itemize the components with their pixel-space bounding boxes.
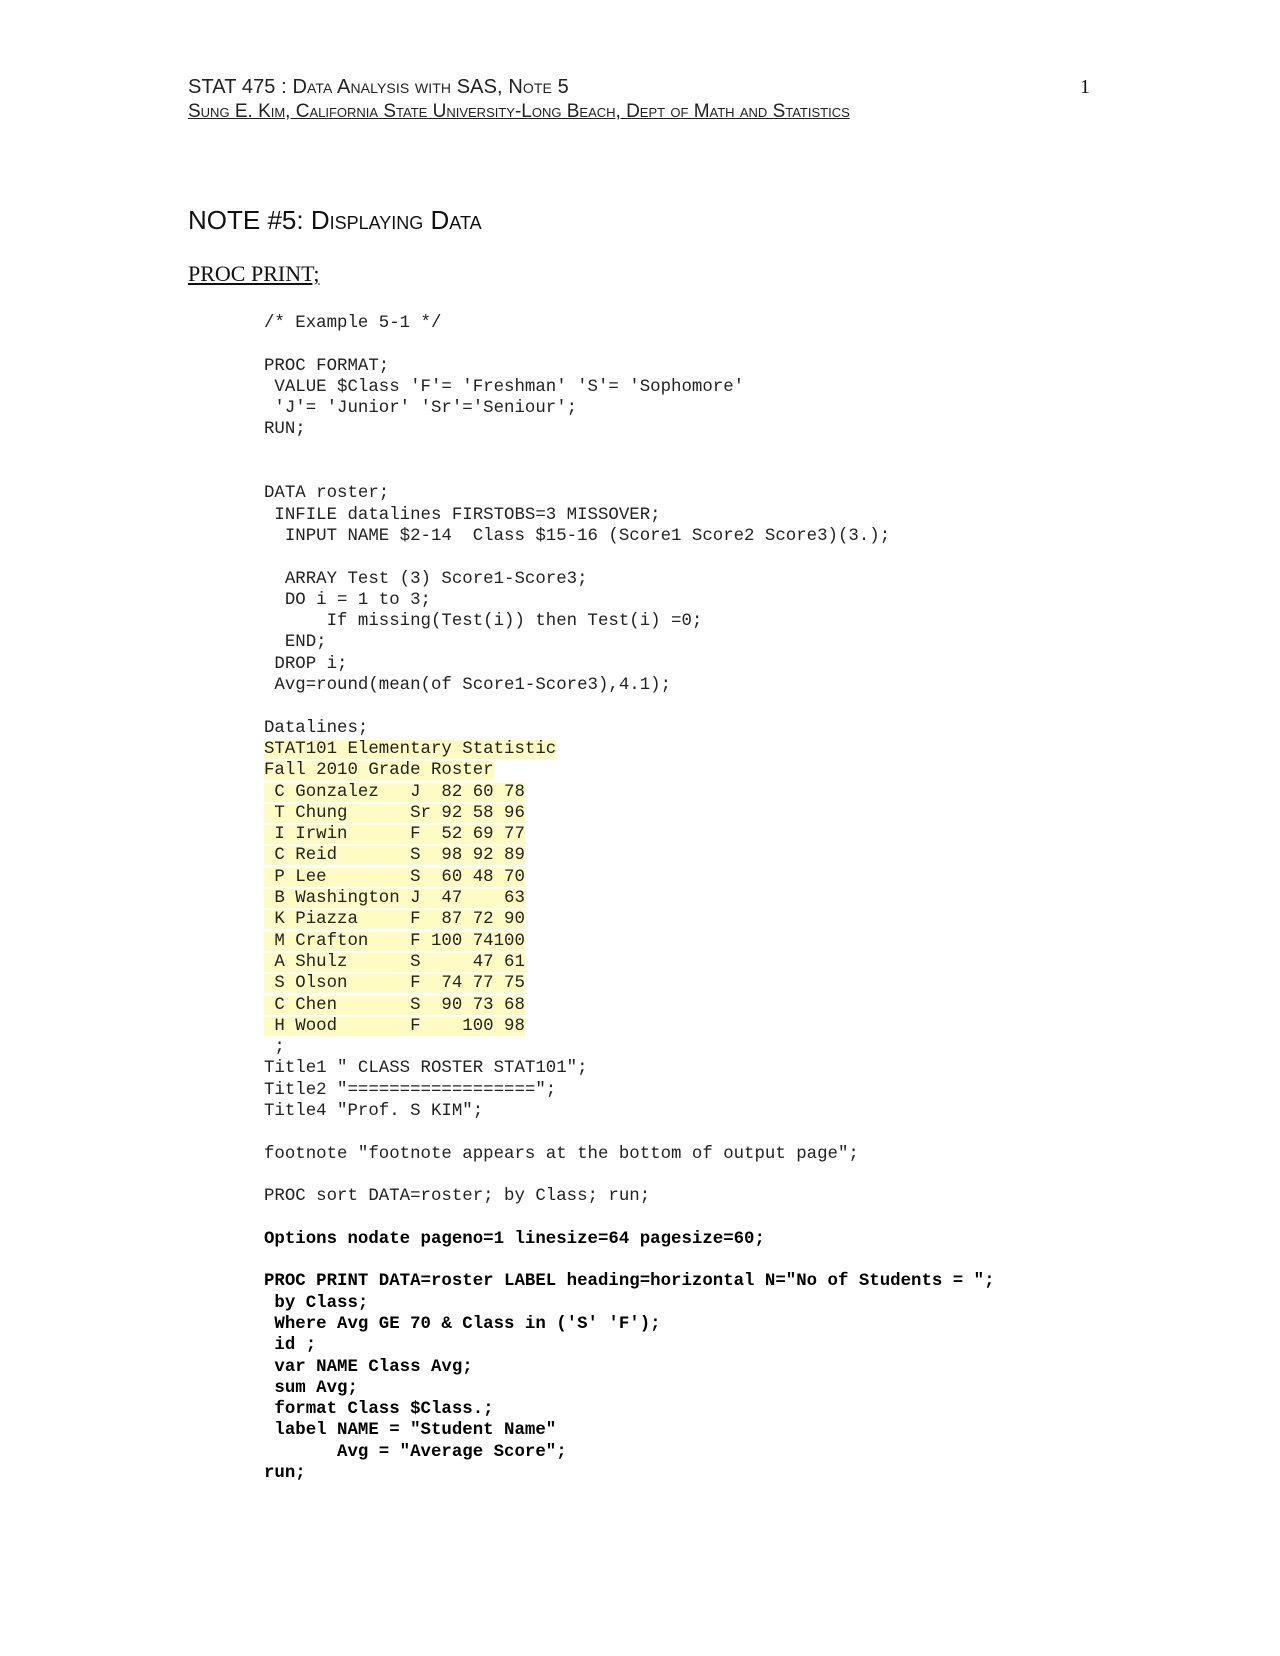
code-line: INPUT NAME $2-14 Class $15-16 (Score1 Score2 Score3)(3.);: [264, 526, 891, 546]
print-line: run;: [264, 1464, 306, 1484]
code-line: VALUE $Class 'F'= 'Freshman' 'S'= 'Sophomore': [264, 377, 745, 397]
code-line: ARRAY Test (3) Score1-Score3;: [264, 569, 588, 589]
code-line: DATA roster;: [264, 484, 390, 504]
code-line: INFILE datalines FIRSTOBS=3 MISSOVER;: [264, 505, 661, 525]
course-title: STAT 475 : Data Analysis with SAS, Note 5: [188, 76, 569, 98]
datalines-row: K Piazza F 87 72 90: [264, 910, 525, 930]
sas-code-listing: [264, 313, 995, 1484]
section-heading: PROC PRINT;: [188, 261, 320, 286]
code-comment: /* Example 5-1 */: [264, 314, 442, 333]
code-line: END;: [264, 633, 327, 653]
datalines-row: C Reid S 98 92 89: [264, 846, 525, 866]
note-title: NOTE #5: Displaying Data: [188, 205, 482, 235]
options-statement: Options nodate pageno=1 linesize=64 pagesize=60;: [264, 1229, 765, 1249]
code-line: 'J'= 'Junior' 'Sr'='Seniour';: [264, 399, 578, 419]
datalines-row: S Olson F 74 77 75: [264, 974, 525, 994]
datalines-row: P Lee S 60 48 70: [264, 867, 525, 887]
code-line: DROP i;: [264, 654, 348, 674]
datalines-row: C Gonzalez J 82 60 78: [264, 782, 525, 802]
sort-statement: PROC sort DATA=roster; by Class; run;: [264, 1187, 651, 1207]
datalines-row: I Irwin F 52 69 77: [264, 825, 525, 845]
datalines-row: STAT101 Elementary Statistic: [264, 739, 557, 759]
datalines-row: H Wood F 100 98: [264, 1016, 525, 1036]
code-line: ;: [264, 1038, 285, 1058]
datalines-row: C Chen S 90 73 68: [264, 995, 525, 1015]
print-line: sum Avg;: [264, 1378, 358, 1398]
print-line: var NAME Class Avg;: [264, 1357, 473, 1377]
page-number: 1: [1080, 76, 1090, 98]
code-line: Title1 " CLASS ROSTER STAT101";: [264, 1059, 588, 1079]
print-line: Where Avg GE 70 & Class in ('S' 'F');: [264, 1314, 661, 1334]
datalines-row: A Shulz S 47 61: [264, 952, 525, 972]
code-line: Title2 "==================";: [264, 1080, 557, 1100]
code-line: DO i = 1 to 3;: [264, 590, 431, 610]
print-line: label NAME = "Student Name": [264, 1421, 557, 1441]
author-affiliation: Sung E. Kim, California State University-Long Beach, Dept of Math and Statistics: [188, 101, 850, 122]
code-line: PROC FORMAT;: [264, 356, 390, 376]
datalines-row: M Crafton F 100 74100: [264, 931, 525, 951]
footnote-statement: footnote "footnote appears at the bottom of output page";: [264, 1144, 859, 1164]
code-line: RUN;: [264, 420, 306, 440]
print-line: by Class;: [264, 1293, 369, 1313]
print-line: PROC PRINT DATA=roster LABEL heading=horizontal N="No of Students = ";: [264, 1272, 995, 1292]
datalines-keyword: Datalines;: [264, 718, 369, 738]
print-line: Avg = "Average Score";: [264, 1442, 567, 1462]
datalines-row: T Chung Sr 92 58 96: [264, 803, 525, 823]
print-line: format Class $Class.;: [264, 1400, 494, 1420]
code-line: Avg=round(mean(of Score1-Score3),4.1);: [264, 676, 672, 696]
code-line: Title4 "Prof. S KIM";: [264, 1101, 484, 1121]
code-line: If missing(Test(i)) then Test(i) =0;: [264, 612, 703, 632]
print-line: id ;: [264, 1336, 317, 1356]
running-header: [188, 74, 1052, 124]
datalines-row: B Washington J 47 63: [264, 889, 525, 909]
datalines-row: Fall 2010 Grade Roster: [264, 761, 494, 781]
